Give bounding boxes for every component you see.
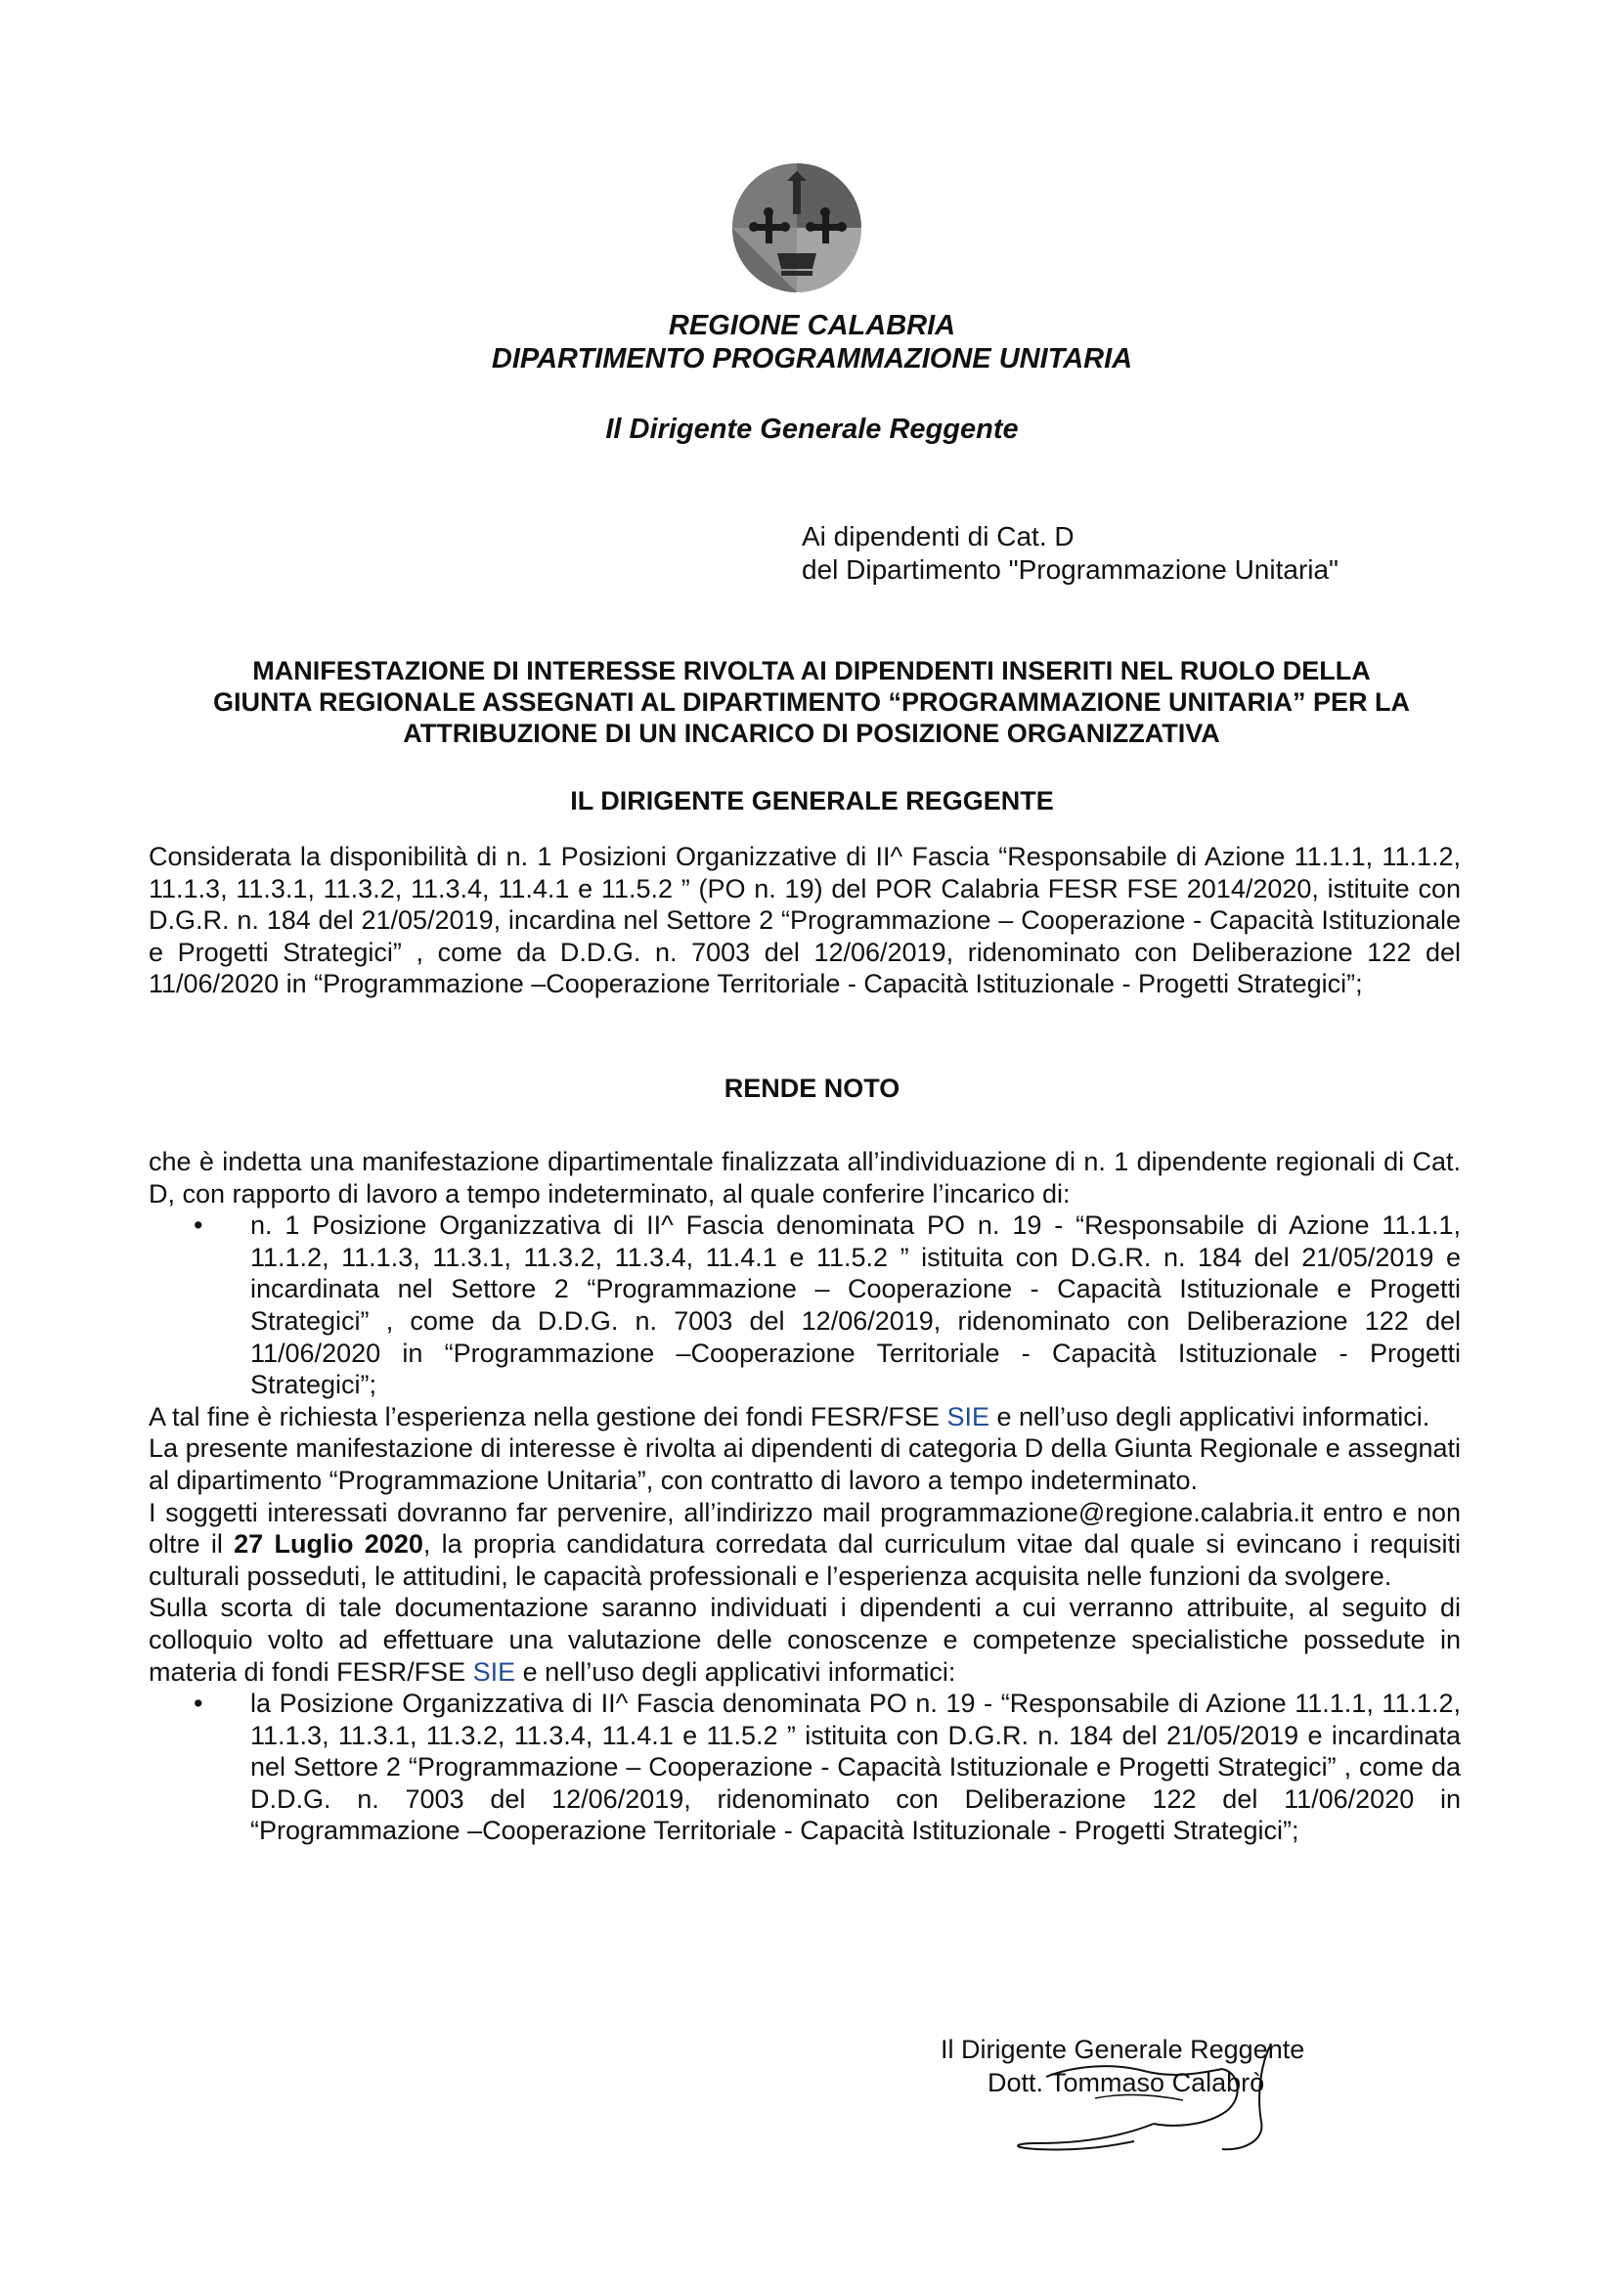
- handwritten-signature-icon: [978, 2034, 1310, 2171]
- sie-label: SIE: [946, 1401, 989, 1431]
- department-heading: DIPARTIMENTO PROGRAMMAZIONE UNITARIA: [491, 343, 1133, 374]
- title-line: MANIFESTAZIONE DI INTERESSE RIVOLTA AI DIPENDENTI INSERITI NEL RUOLO DELLA: [252, 656, 1371, 685]
- text-span: , la propria candidatura corredata dal curriculum vitae dal quale si evincano i requisiti culturali posseduti, le attitudini, le capacità professionali e l’esperienza acquisita nelle funzioni da svolgere.: [149, 1529, 1461, 1591]
- list-item: [149, 1688, 1461, 1847]
- signature-name: Dott. Tommaso Calabrò: [988, 2068, 1265, 2097]
- region-heading: REGIONE CALABRIA: [668, 310, 956, 341]
- paragraph-fine: [149, 1401, 1461, 1433]
- addressee-block: [802, 520, 1339, 587]
- title-line: GIUNTA REGIONALE ASSEGNATI AL DIPARTIMENTO “PROGRAMMAZIONE UNITARIA” PER LA: [212, 687, 1410, 717]
- text-span: Sulla scorta di tale documentazione saranno individuati i dipendenti a cui verranno attribuite, al seguito di colloquio volto ad effettuare una valutazione delle conoscenze e competenze specialistiche possedute in materia di fondi FESR/FSE: [149, 1593, 1461, 1687]
- paragraph-rivolta: La presente manifestazione di interesse è rivolta ai dipendenti di categoria D della Giunta Regionale e assegnati al dipartimento “Programmazione Unitaria”, con contratto di lavoro a tempo indeterminato.: [149, 1433, 1461, 1495]
- role-heading: Il Dirigente Generale Reggente: [605, 414, 1019, 445]
- addressee-line: del Dipartimento "Programmazione Unitaria": [802, 554, 1339, 585]
- bullet-icon: •: [194, 1210, 203, 1241]
- addressee-line: Ai dipendenti di Cat. D: [802, 521, 1075, 551]
- deadline-date: 27 Luglio 2020: [234, 1529, 423, 1560]
- bullet-icon: •: [194, 1689, 203, 1719]
- coat-of-arms-icon: [728, 159, 865, 296]
- text-span: e nell’uso degli applicativi informatici:: [515, 1656, 956, 1687]
- text-span: I soggetti interessati dovranno far pervenire, all’indirizzo mail programmazione@regione.calabria.it entro e non oltre il: [149, 1497, 1461, 1560]
- text-span: A tal fine è richiesta l’esperienza nella gestione dei fondi FESR/FSE: [149, 1401, 947, 1431]
- paragraph-scorta: [149, 1592, 1461, 1688]
- signature-role: Il Dirigente Generale Reggente: [941, 2035, 1305, 2064]
- paragraph-considerata: Considerata la disponibilità di n. 1 Posizioni Organizzative di II^ Fascia “Responsabile di Azione 11.1.1, 11.1.2, 11.1.3, 11.3.1, 11.3.2, 11.3.4, 11.4.1 e 11.5.2 ” (PO n. 19) del POR Calabria FESR FSE 2014/2020, istituite con D.G.R. n. 184 del 21/05/2019, incardina nel Settore 2 “Programmazione – Cooperazione - Capacità Istituzionale e Progetti Strategici” , come da D.D.G. n. 7003 del 12/06/2019, ridenominato con Deliberazione 122 del 11/06/2020 in “Programmazione –Cooperazione Territoriale - Capacità Istituzionale - Progetti Strategici”;: [149, 842, 1461, 999]
- paragraph-indetta: che è indetta una manifestazione dipartimentale finalizzata all’individuazione di n. 1 dipendente regionali di Cat. D, con rapporto di lavoro a tempo indeterminato, al quale conferire l’incarico di:: [149, 1147, 1461, 1209]
- sie-label: SIE: [472, 1656, 516, 1687]
- paragraph-soggetti: [149, 1497, 1461, 1593]
- document-title: [147, 655, 1476, 749]
- main-body: [149, 1146, 1461, 1847]
- title-line: ATTRIBUZIONE DI UN INCARICO DI POSIZIONE ORGANIZZATIVA: [403, 719, 1220, 748]
- list-item-text: n. 1 Posizione Organizzativa di II^ Fascia denominata PO n. 19 - “Responsabile di Azione 11.1.1, 11.1.2, 11.1.3, 11.3.1, 11.3.2, 11.3.4, 11.4.1 e 11.5.2 ” istituita con D.G.R. n. 184 del 21/05/2019 e incardinata nel Settore 2 “Programmazione – Cooperazione - Capacità Istituzionale e Progetti Strategici” , come da D.D.G. n. 7003 del 12/06/2019, ridenominato con Deliberazione 122 del 11/06/2020 in “Programmazione –Cooperazione Territoriale - Capacità Istituzionale - Progetti Strategici”;: [250, 1210, 1461, 1400]
- list-item: [149, 1209, 1461, 1401]
- section-heading-rende-noto: RENDE NOTO: [724, 1074, 900, 1103]
- text-span: e nell’uso degli applicativi informatici.: [988, 1401, 1430, 1431]
- section-heading-dirigente: IL DIRIGENTE GENERALE REGGENTE: [570, 786, 1054, 815]
- list-item-text: la Posizione Organizzativa di II^ Fascia denominata PO n. 19 - “Responsabile di Azione 11.1.1, 11.1.2, 11.1.3, 11.3.1, 11.3.2, 11.3.4, 11.4.1 e 11.5.2 ” istituita con D.G.R. n. 184 del 21/05/2019 e incardinata nel Settore 2 “Programmazione – Cooperazione - Capacità Istituzionale e Progetti Strategici” , come da D.D.G. n. 7003 del 12/06/2019, ridenominato con Deliberazione 122 del 11/06/2020 in “Programmazione –Cooperazione Territoriale - Capacità Istituzionale - Progetti Strategici”;: [250, 1689, 1461, 1846]
